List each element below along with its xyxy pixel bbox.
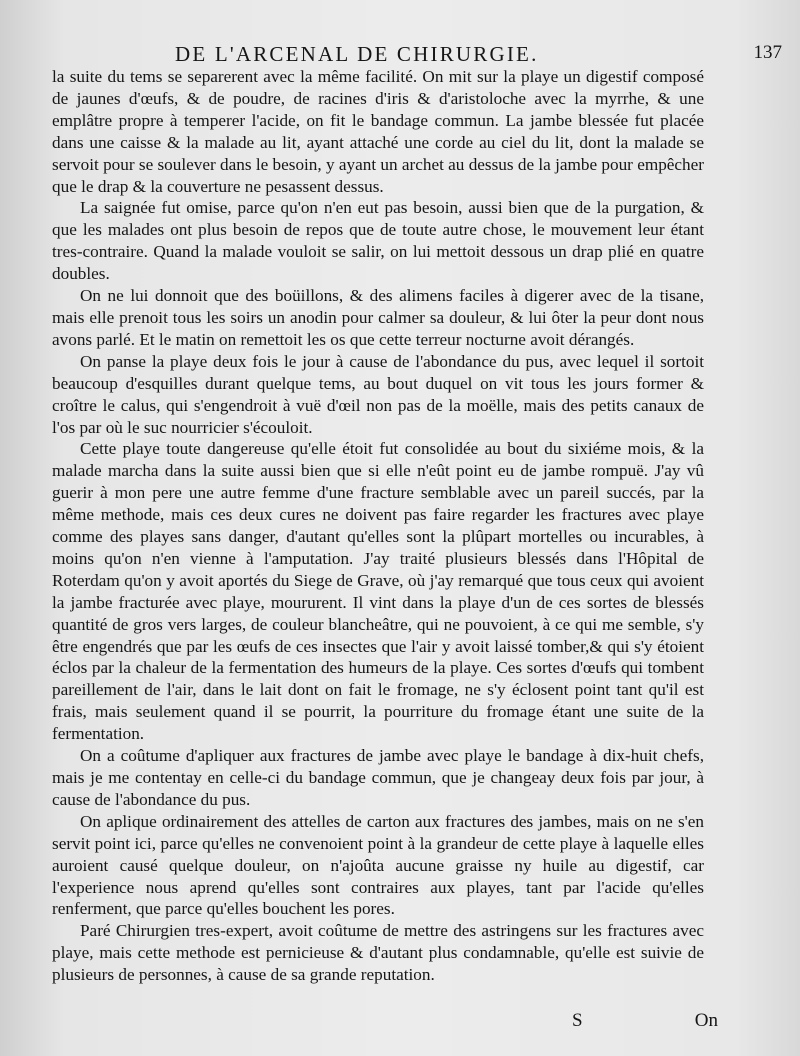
signature-mark: S	[572, 1010, 583, 1031]
paragraph: la suite du tems se separerent avec la même facilité. On mit sur la playe un digestif composé de jaunes d'œufs, & de poudre, de racines d'iris & d'aristoloche avec la myrrhe, & une emplâtre propre à temperer l'acide, on fit le bandage commun. La jambe blessée fut placée dans une caisse & la malade au lit, ayant attaché une corde au ciel du lit, dont la malade se servoit pour se soulever dans le besoin, y ayant un archet au dessus de la jambe pour empêcher que le drap & la couverture ne pesassent dessus.	[52, 67, 704, 196]
paragraph: Cette playe toute dangereuse qu'elle étoit fut consolidée au bout du sixiéme mois, & la malade marcha dans la suite aussi bien que si elle n'eût point eu de jambe rompuë. J'ay vû guerir à mon pere une autre femme d'une fracture semblable avec un pareil succés, par la même methode, mais ces deux cures ne doivent pas faire regarder les fractures avec playe comme des playes sans danger, d'autant qu'elles sont la plûpart mortelles ou incurables, à moins qu'on n'en vienne à l'amputation. J'ay traité plusieurs blessés dans l'Hôpital de Roterdam qu'on y avoit aportés du Siege de Grave, où j'ay remarqué que tous ceux qui avoient la jambe fracturée avec playe, moururent. Il vint dans la playe d'un de ces sortes de blessés quantité de gros vers larges, de couleur blancheâtre, qui ne pouvoient, à ce qui me semble, s'y être engendrés que par les œufs de ces insectes que l'air y avoit laissé tomber,& qui s'y étoient éclos par la chaleur de la fermentation des humeurs de la playe. Ces sortes d'œufs qui tombent pareillement de l'air, dans le lait dont on fait le fromage, ne s'y éclosent point tant qu'il est frais, mais seulement quand il se pourrit, la pourriture du fromage étant une suite de la fermentation.	[52, 439, 704, 744]
paragraph: On a coûtume d'apliquer aux fractures de jambe avec playe le bandage à dix-huit chefs, mais je me contentay en celle-ci du bandage commun, que je changeay deux fois par jour, à cause de l'abondance du pus.	[52, 746, 704, 809]
catchword: On	[694, 1010, 718, 1031]
paragraph: On aplique ordinairement des attelles de carton aux fractures des jambes, mais on ne s'en servit point ici, parce qu'elles ne convenoient point à la grandeur de cette playe à laquelle elles auroient causé quelque douleur, on n'ajoûta aucune graisse ny huile au digestif, car l'experience nous aprend qu'elles sont contraires aux playes, tant par l'acide qu'elles renferment, que parce qu'elles bouchent les pores.	[52, 811, 704, 919]
paragraph: Paré Chirurgien tres-expert, avoit coûtume de mettre des astringens sur les fractures avec playe, mais cette methode est pernicieuse & d'autant plus condamnable, qu'elle est suivie de plusieurs de personnes, à cause de sa grande reputation.	[52, 921, 704, 985]
page-number: 137	[753, 42, 782, 63]
paragraph: On panse la playe deux fois le jour à cause de l'abondance du pus, avec lequel il sortoit beaucoup d'esquilles durant quelque tems, au bout duquel on vit tous les jours former & croître le calus, qui s'engendroit à vuë d'œil non pas de la moëlle, mais des petits canaux de l'os par où le suc nourricier s'écouloit.	[52, 351, 704, 437]
paragraph: La saignée fut omise, parce qu'on n'en eut pas besoin, aussi bien que de la purgation, & que les malades ont plus besoin de repos que de toute autre chose, le mouvement leur étant tres-contraire. Quand la malade vouloit se salir, on lui mettoit dessous un drap plié en quatre doubles.	[52, 198, 704, 284]
paragraph: On ne lui donnoit que des boüillons, & des alimens faciles à digerer avec de la tisane, mais elle prenoit tous les soirs un anodin pour calmer sa douleur, & lui ôter la peur dont nous avons parlé. Et le matin on remettoit les os que cette terreur nocturne avoit dérangés.	[52, 286, 704, 349]
page-header	[175, 42, 782, 68]
running-title: DE L'ARCENAL DE CHIRURGIE.	[175, 42, 539, 66]
body-text	[52, 66, 704, 986]
page-footer	[52, 1010, 718, 1034]
